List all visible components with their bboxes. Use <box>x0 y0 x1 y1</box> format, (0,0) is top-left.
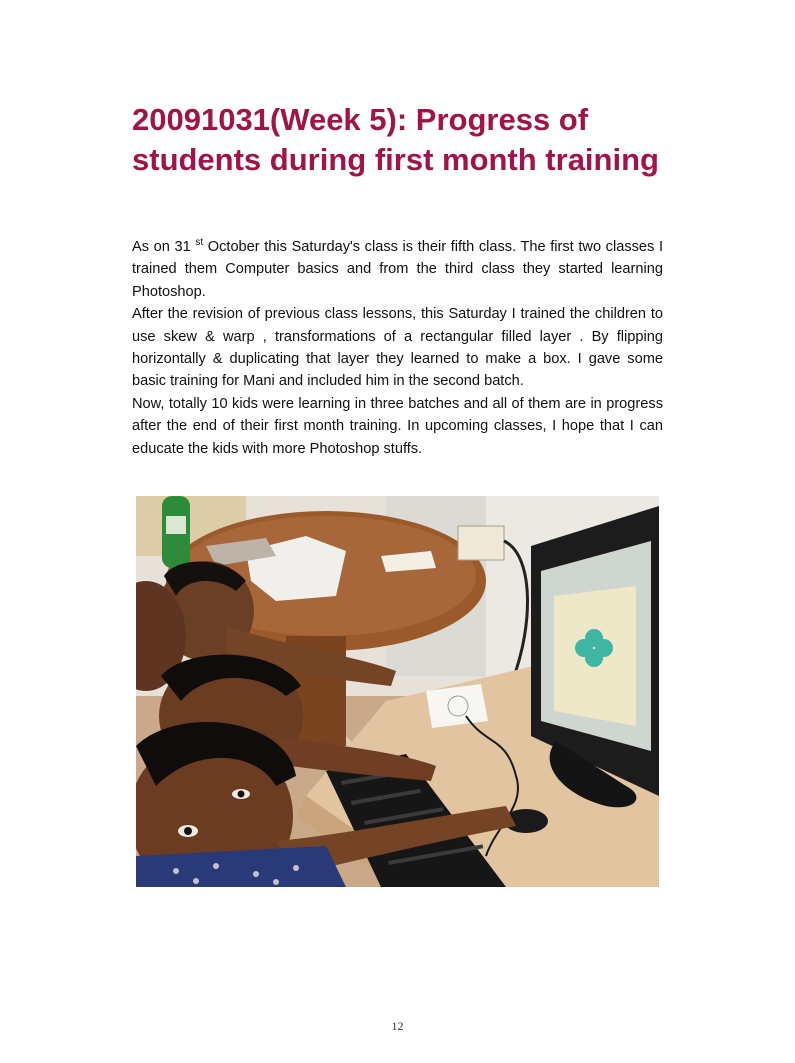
paragraph-1-rest: October this Saturday's class is their fifth class. The first two classes I trained them Computer basics and from the third class they started learning Photoshop. <box>132 239 663 300</box>
page-number: 12 <box>391 1019 404 1033</box>
paragraph-1-start: As on 31 <box>132 239 191 255</box>
classroom-photo <box>136 496 659 887</box>
paragraph-1 <box>132 236 663 303</box>
paragraph-2: After the revision of previous class lessons, this Saturday I trained the children to use skew & warp , transformations of a rectangular filled layer . By flipping horizontally & duplicating that layer they learned to make a box. I gave some basic training for Mani and included him in the second batch. <box>132 306 663 390</box>
paragraph-3: Now, totally 10 kids were learning in three batches and all of them are in progress after the end of their first month training. In upcoming classes, I hope that I can educate the kids with more Photoshop stuffs. <box>132 395 663 457</box>
page-title: 20091031(Week 5): Progress of students during first month training <box>132 102 659 177</box>
ordinal-superscript: st <box>195 237 204 248</box>
body-text <box>132 236 663 460</box>
